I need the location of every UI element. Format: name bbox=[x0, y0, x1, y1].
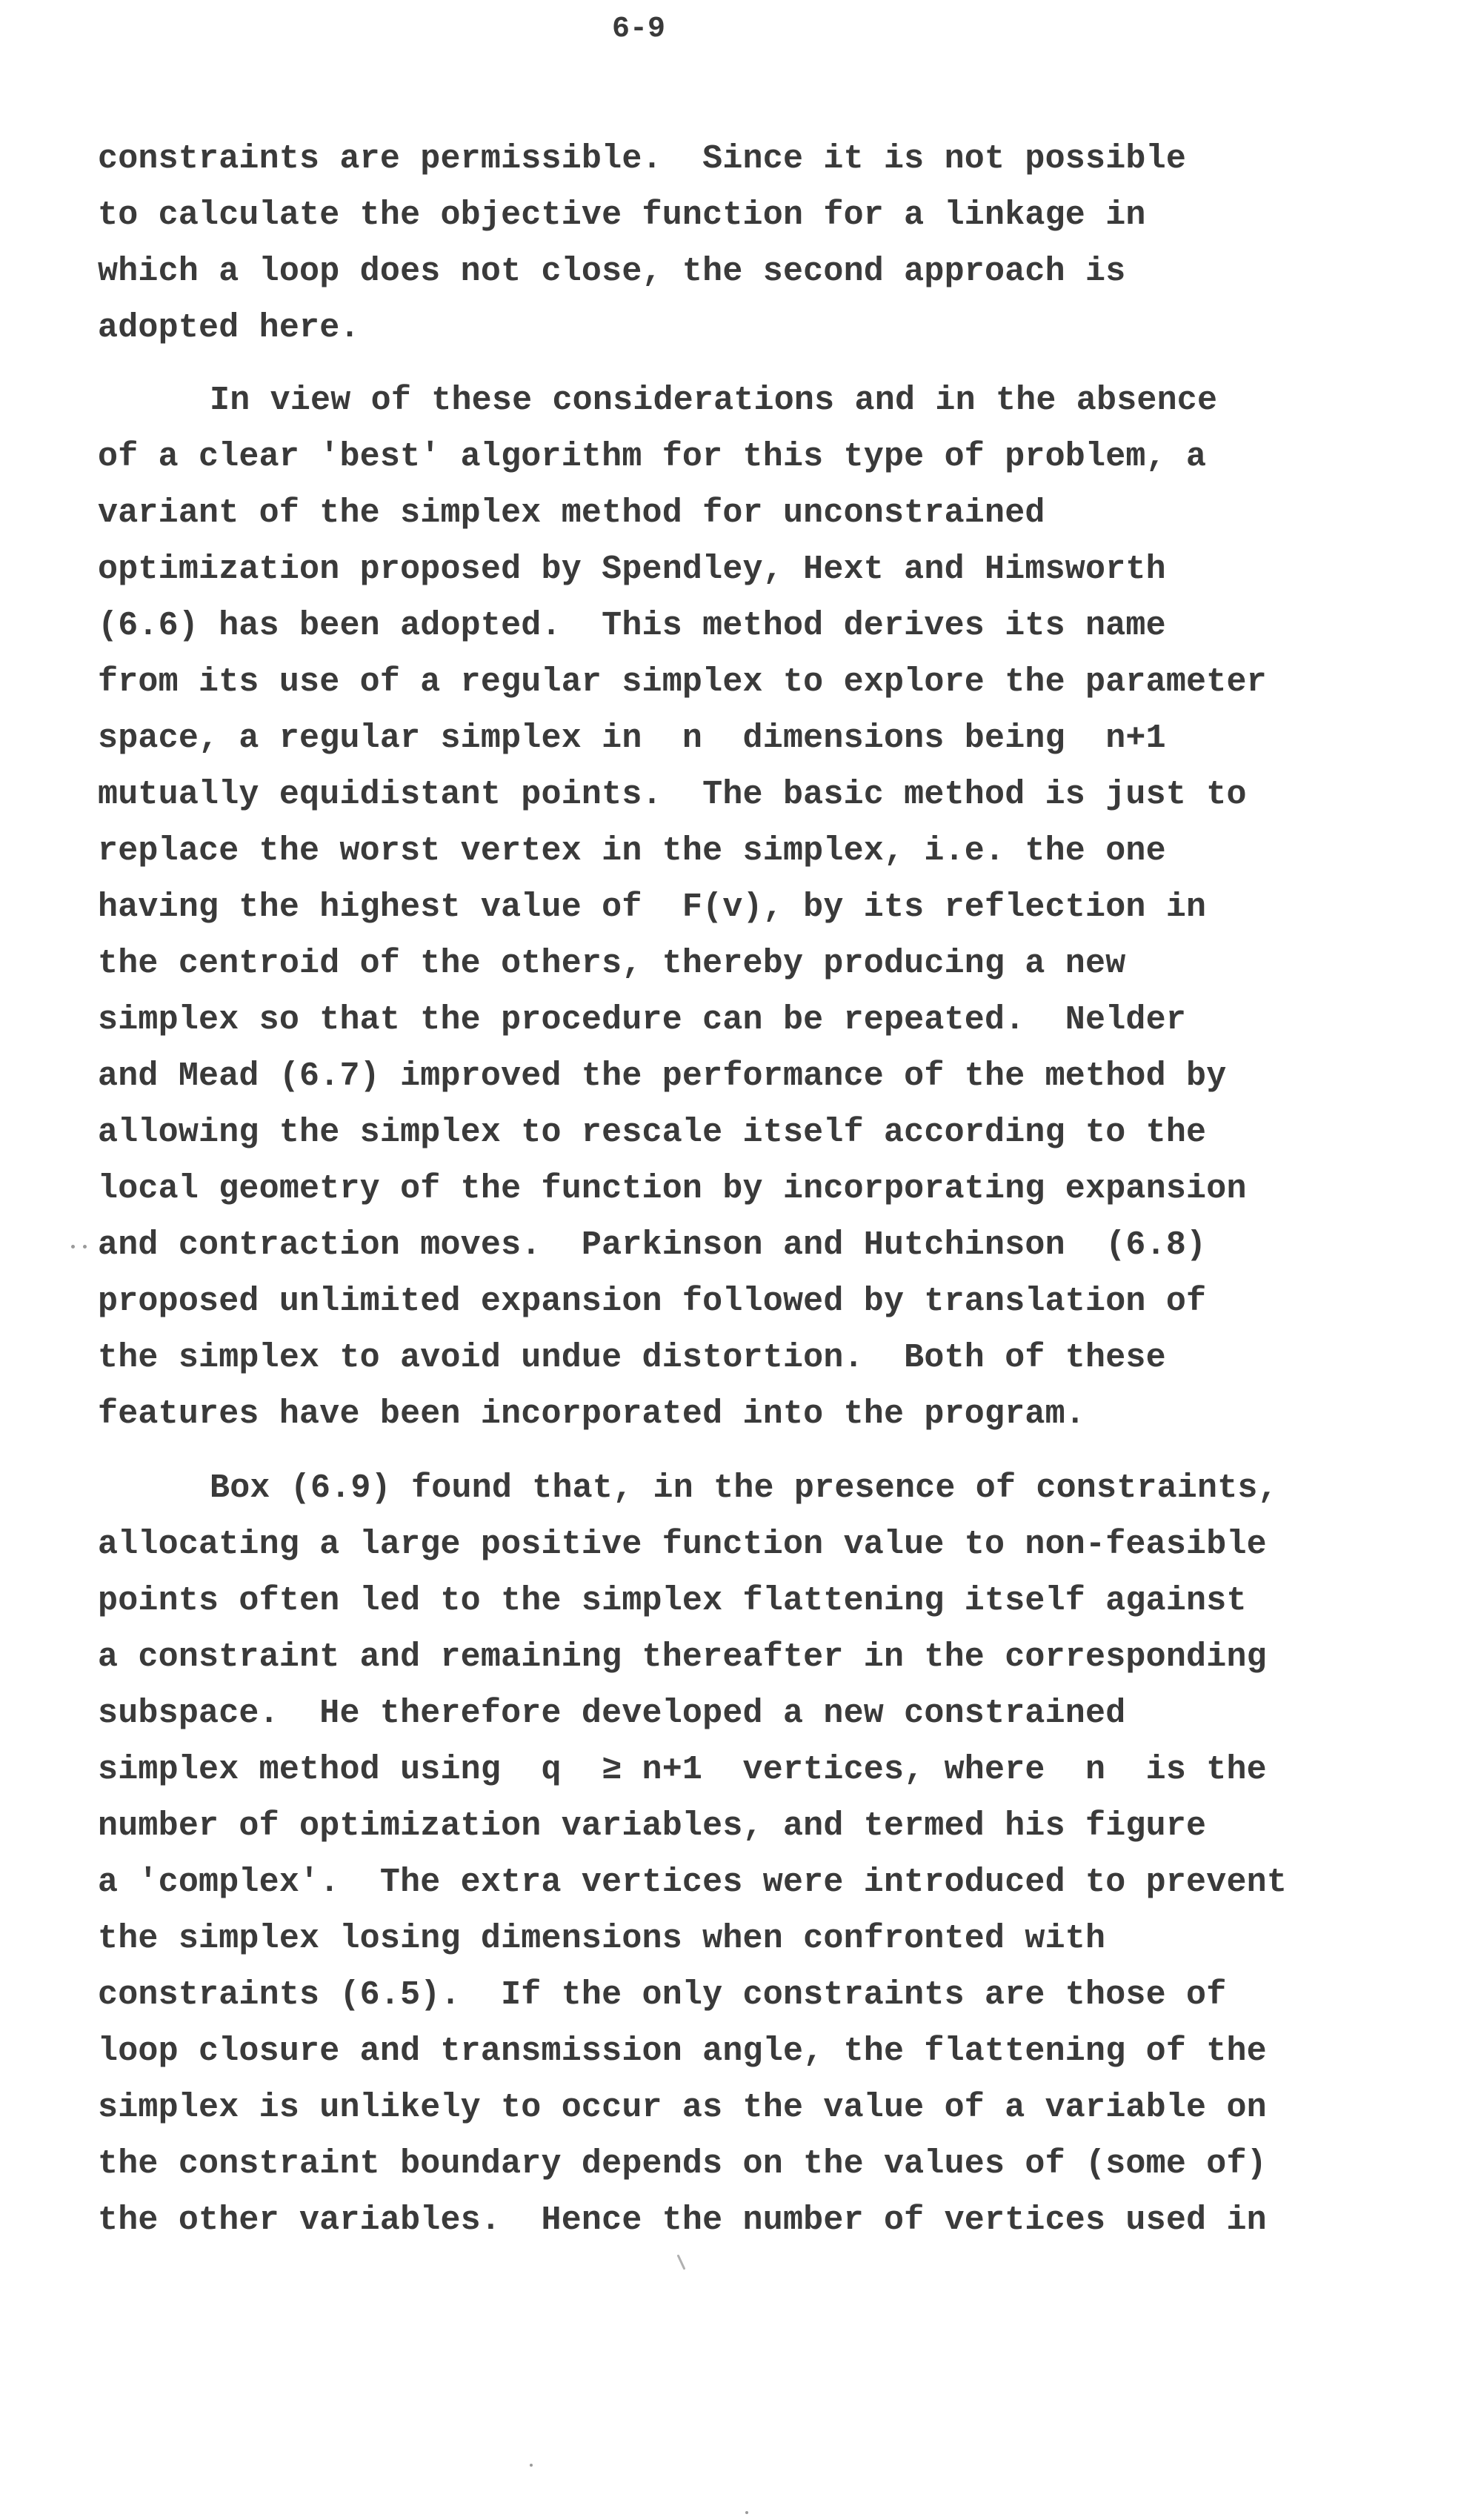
text-line: of a clear 'best' algorithm for this type of problem, a bbox=[98, 438, 1207, 476]
text-line: mutually equidistant points. The basic method is just to bbox=[98, 776, 1247, 814]
text-line: a constraint and remaining thereafter in the corresponding bbox=[98, 1638, 1267, 1676]
text-line: and Mead (6.7) improved the performance of the method by bbox=[98, 1057, 1227, 1095]
text-line: replace the worst vertex in the simplex, i.e. the one bbox=[98, 832, 1166, 870]
text-line: to calculate the objective function for a linkage in bbox=[98, 196, 1146, 234]
text-line: the constraint boundary depends on the values of (some of) bbox=[98, 2145, 1267, 2183]
text-line: (6.6) has been adopted. This method derives its name bbox=[98, 607, 1166, 645]
text-line: proposed unlimited expansion followed by translation of bbox=[98, 1283, 1207, 1320]
scan-speck bbox=[530, 2464, 533, 2467]
text-line: Box (6.9) found that, in the presence of constraints, bbox=[210, 1469, 1278, 1507]
text-line: In view of these considerations and in the absence bbox=[210, 382, 1218, 419]
text-line: constraints (6.5). If the only constraints are those of bbox=[98, 1976, 1227, 2014]
text-line: subspace. He therefore developed a new constrained bbox=[98, 1695, 1126, 1732]
text-line: simplex is unlikely to occur as the value of a variable on bbox=[98, 2089, 1267, 2127]
text-line: the simplex losing dimensions when confronted with bbox=[98, 1920, 1106, 1958]
text-line: allocating a large positive function value to non-feasible bbox=[98, 1526, 1267, 1563]
text-line: simplex method using q ≥ n+1 vertices, where n is the bbox=[98, 1751, 1267, 1789]
text-line: constraints are permissible. Since it is not possible bbox=[98, 140, 1187, 178]
scan-speck bbox=[745, 2511, 748, 2514]
text-line: from its use of a regular simplex to explore the parameter bbox=[98, 663, 1267, 701]
text-line: space, a regular simplex in n dimensions being n+1 bbox=[98, 719, 1166, 757]
text-line: variant of the simplex method for unconstrained bbox=[98, 494, 1045, 532]
scan-speck bbox=[83, 1245, 87, 1249]
text-line: having the highest value of F(v), by its reflection in bbox=[98, 888, 1207, 926]
scan-speck bbox=[71, 1245, 75, 1249]
text-line: number of optimization variables, and termed his figure bbox=[98, 1807, 1207, 1845]
text-line: adopted here. bbox=[98, 309, 360, 347]
text-line: simplex so that the procedure can be repeated. Nelder bbox=[98, 1001, 1187, 1039]
text-line: allowing the simplex to rescale itself according to the bbox=[98, 1114, 1207, 1151]
text-line: a 'complex'. The extra vertices were introduced to prevent bbox=[98, 1864, 1288, 1901]
text-line: the other variables. Hence the number of vertices used in bbox=[98, 2201, 1267, 2239]
text-line: features have been incorporated into the program. bbox=[98, 1395, 1086, 1433]
text-line: optimization proposed by Spendley, Hext and Himsworth bbox=[98, 551, 1166, 588]
text-line: which a loop does not close, the second approach is bbox=[98, 253, 1126, 290]
text-line: points often led to the simplex flattening itself against bbox=[98, 1582, 1247, 1620]
text-line: and contraction moves. Parkinson and Hutchinson (6.8) bbox=[98, 1226, 1207, 1264]
page-number: 6-9 bbox=[612, 13, 666, 46]
scan-speck bbox=[676, 2254, 685, 2270]
text-line: loop closure and transmission angle, the flattening of the bbox=[98, 2032, 1267, 2070]
text-line: the centroid of the others, thereby producing a new bbox=[98, 945, 1126, 983]
text-line: local geometry of the function by incorporating expansion bbox=[98, 1170, 1247, 1208]
text-line: the simplex to avoid undue distortion. Both of these bbox=[98, 1339, 1166, 1377]
